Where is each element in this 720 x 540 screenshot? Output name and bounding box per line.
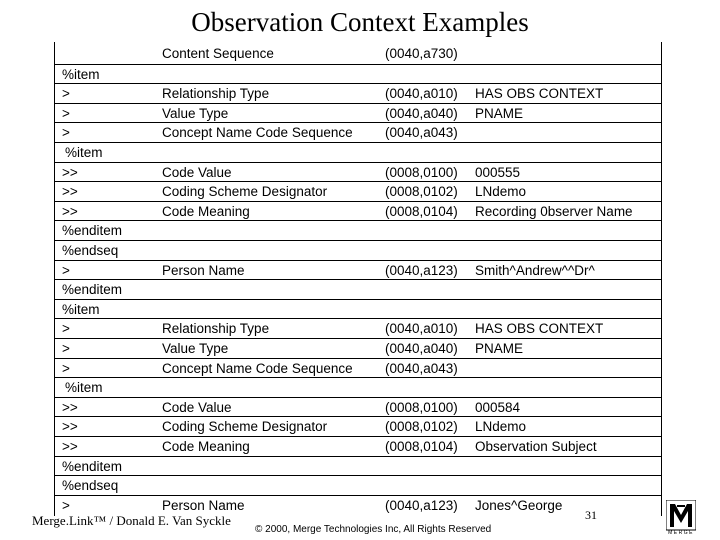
table-cell-c0: >> — [62, 203, 78, 219]
table-row — [55, 318, 661, 339]
slide-title: Observation Context Examples — [191, 7, 529, 37]
table-row — [55, 436, 661, 457]
table-cell-c2: (0040,a123) — [385, 262, 458, 278]
table-cell-c0: %enditem — [62, 223, 123, 239]
table-cell-c0: %item — [65, 380, 103, 396]
table-cell-c1: Code Value — [162, 399, 232, 415]
table-cell-c2: (0040,a040) — [385, 105, 458, 121]
table-row — [55, 181, 661, 202]
table-cell-c0: > — [62, 262, 70, 278]
table-cell-c3: Jones^George — [475, 497, 563, 513]
table-row — [55, 103, 661, 124]
table-row — [55, 220, 661, 241]
table-cell-c2: (0040,a043) — [385, 125, 458, 141]
table-cell-c0: > — [62, 321, 70, 337]
table-cell-c1: Person Name — [162, 262, 245, 278]
table-cell-c3: 000584 — [475, 399, 521, 415]
table-cell-c2: (0008,0100) — [385, 399, 458, 415]
table-row — [55, 475, 661, 496]
table-cell-c1: Code Meaning — [162, 439, 250, 454]
table-cell-c0: > — [62, 360, 70, 376]
table-cell-c0: %item — [62, 66, 100, 82]
table-row — [55, 299, 661, 320]
table-cell-c1: Relationship Type — [162, 321, 270, 337]
table-cell-c0: %endseq — [62, 243, 119, 258]
table-cell-c3: LNdemo — [475, 184, 527, 200]
table-cell-c0: > — [62, 497, 70, 513]
table-cell-c0: > — [62, 105, 70, 121]
table-cell-c1: Concept Name Code Sequence — [162, 125, 353, 141]
table-row — [55, 201, 661, 222]
table-cell-c0: > — [62, 86, 70, 102]
table-row — [55, 64, 661, 85]
table-cell-c0: > — [62, 341, 70, 356]
table-row — [55, 358, 661, 379]
footer-author: Merge.Link™ / Donald E. Van Syckle — [32, 513, 231, 528]
table-cell-c2: (0040,a043) — [385, 360, 458, 376]
table-cell-c0: >> — [62, 419, 78, 435]
table-cell-c0: %enditem — [62, 458, 123, 474]
table-cell-c2: (0040,a010) — [385, 321, 458, 337]
table-row — [55, 83, 661, 104]
table-row — [55, 279, 661, 300]
table-cell-c3: Smith^Andrew^^Dr^ — [475, 262, 595, 278]
table-cell-c3: HAS OBS CONTEXT — [475, 86, 604, 102]
table-row — [55, 240, 661, 261]
table-cell-c2: (0008,0104) — [385, 439, 458, 454]
table-row — [55, 260, 661, 281]
table-cell-c1: Coding Scheme Designator — [162, 419, 328, 435]
table-cell-c1: Content Sequence — [162, 46, 274, 61]
table-cell-c3: Recording 0bserver Name — [475, 203, 633, 219]
table-cell-c2: (0040,a010) — [385, 86, 458, 102]
table-row — [55, 44, 661, 64]
table-cell-c3: LNdemo — [475, 419, 527, 435]
table-cell-c3: Observation Subject — [475, 439, 597, 454]
logo-wordmark: MERGE — [668, 530, 694, 536]
table-cell-c2: (0040,a123) — [385, 497, 458, 513]
table-cell-c0: >> — [62, 164, 78, 180]
table-cell-c2: (0040,a730) — [385, 46, 458, 61]
table-cell-c0: >> — [62, 399, 78, 415]
table-row — [55, 377, 661, 398]
table-cell-c0: >> — [62, 184, 78, 200]
table-cell-c1: Value Type — [162, 105, 229, 121]
table-cell-c0: %item — [65, 145, 103, 160]
table-row — [55, 338, 661, 359]
footer-copyright: © 2000, Merge Technologies Inc, All Rights Reserved — [255, 524, 492, 535]
data-table — [54, 42, 662, 516]
table-cell-c0: %endseq — [62, 478, 119, 494]
table-cell-c1: Concept Name Code Sequence — [162, 360, 353, 376]
table-cell-c2: (0040,a040) — [385, 341, 458, 356]
table-row — [55, 416, 661, 437]
table-row — [55, 162, 661, 183]
table-cell-c1: Relationship Type — [162, 86, 270, 102]
table-row — [55, 122, 661, 143]
table-cell-c1: Coding Scheme Designator — [162, 184, 328, 200]
table-cell-c0: %enditem — [62, 282, 123, 298]
table-cell-c0: >> — [62, 439, 78, 454]
table-cell-c3: PNAME — [475, 105, 524, 121]
table-cell-c2: (0008,0104) — [385, 203, 458, 219]
table-row — [55, 142, 661, 163]
table-row — [55, 456, 661, 477]
table-cell-c0: %item — [62, 301, 100, 317]
table-cell-c3: 000555 — [475, 164, 521, 180]
table-row — [55, 397, 661, 418]
page-number: 31 — [585, 508, 597, 522]
table-cell-c2: (0008,0100) — [385, 164, 458, 180]
table-cell-c0: > — [62, 125, 70, 141]
table-cell-c2: (0008,0102) — [385, 184, 458, 200]
table-cell-c2: (0008,0102) — [385, 419, 458, 435]
table-cell-c3: HAS OBS CONTEXT — [475, 321, 604, 337]
table-cell-c1: Value Type — [162, 341, 229, 356]
table-cell-c1: Person Name — [162, 497, 245, 513]
table-cell-c1: Code Value — [162, 164, 232, 180]
table-cell-c3: PNAME — [475, 341, 524, 356]
table-cell-c1: Code Meaning — [162, 203, 250, 219]
